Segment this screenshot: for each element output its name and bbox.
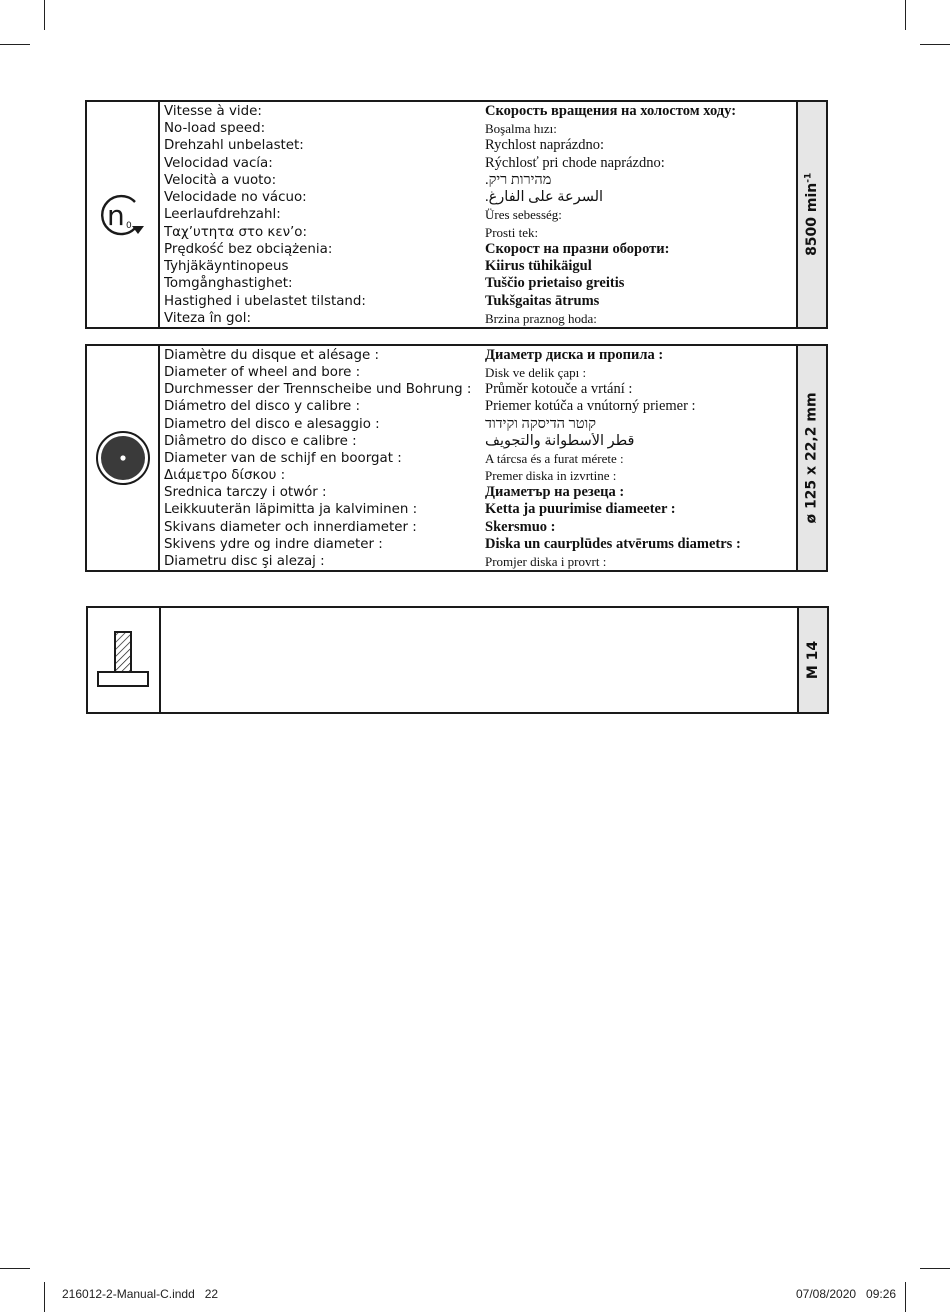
diameter-labels-left	[164, 347, 485, 570]
label-line: Disk ve delik çapı :	[485, 365, 587, 381]
no-load-speed-icon	[95, 190, 151, 240]
label-line: Tuščio prietaiso greitis	[485, 275, 625, 292]
speed-icon-cell	[87, 102, 160, 327]
label-line: Brzina praznog hoda:	[485, 310, 597, 326]
thread-value: M 14	[805, 640, 822, 680]
label-line: Srednica tarczy i otwór :	[164, 485, 327, 501]
label-line: Prędkość bez obciążenia:	[164, 241, 333, 257]
disc-icon-cell	[87, 346, 160, 570]
label-line: السرعة على الفارغ.	[485, 189, 604, 206]
label-line: Priemer kotúča a vnútorný priemer :	[485, 398, 696, 415]
label-line: Diâmetro do disco e calibre :	[164, 433, 357, 449]
label-line: Rýchlosť pri chode naprázdno:	[485, 154, 665, 171]
speed-value-number: 8500 min	[804, 182, 821, 257]
label-line: Diameter of wheel and bore :	[164, 365, 361, 381]
footer-datetime: 07/08/2020 09:26	[796, 1287, 897, 1301]
label-line: Boşalma hızı:	[485, 121, 557, 137]
label-line: قطر الأسطوانة والتجويف	[485, 432, 635, 449]
disc-diameter-table	[85, 344, 828, 572]
label-line: Diameter van de schijf en boorgat :	[164, 450, 402, 466]
crop-mark	[0, 1268, 30, 1269]
speed-labels-left	[164, 103, 485, 327]
crop-mark	[920, 44, 950, 45]
disc-icon	[95, 430, 151, 486]
spindle-thread-icon	[94, 628, 154, 692]
label-line: Průměr kotouče a vrtání :	[485, 381, 633, 398]
label-line: Vitesse à vide:	[164, 104, 262, 119]
label-line: Tyhjäkäyntinopeus	[164, 259, 289, 275]
label-line: Velocidad vacía:	[164, 155, 273, 171]
speed-value-unit-exponent: -1	[803, 172, 814, 183]
diameter-labels-right	[485, 347, 792, 570]
label-line: Üres sebesség:	[485, 207, 562, 223]
label-line: Tomgånghastighet:	[164, 276, 293, 292]
spindle-thread-table	[86, 606, 829, 714]
label-line: Kiirus tühikäigul	[485, 258, 592, 275]
label-line: Диаметър на резеца :	[485, 484, 625, 501]
label-line: Leikkuuterän läpimitta ja kalviminen :	[164, 502, 418, 518]
label-line: Ketta ja puurimise diameeter :	[485, 501, 676, 518]
label-line: Diámetro del disco y calibre :	[164, 399, 361, 415]
speed-icon-symbol: n	[106, 198, 125, 232]
label-line: Diska un caurplūdes atvērums diametrs :	[485, 535, 741, 552]
label-line: Скорость вращения на холостом ходу:	[485, 103, 737, 119]
label-line: No-load speed:	[164, 121, 266, 137]
speed-value-cell	[796, 102, 826, 327]
label-line: Скорост на празни обороти:	[485, 240, 670, 257]
crop-mark	[905, 1282, 906, 1312]
label-line: Promjer diska i provrt :	[485, 553, 607, 569]
speed-labels-right	[485, 103, 792, 327]
label-line: מהירות ריק.	[485, 171, 552, 188]
label-line: Diametro del disco e alesaggio :	[164, 416, 380, 432]
label-line: Premer diska in izvrtine :	[485, 468, 617, 484]
label-line: Diametru disc şi alezaj :	[164, 553, 325, 569]
label-line: A tárcsa és a furat mérete :	[485, 450, 624, 466]
thread-value-cell	[797, 608, 827, 712]
diameter-value-cell	[796, 346, 826, 570]
label-line: Durchmesser der Trennscheibe und Bohrung :	[164, 382, 472, 398]
label-line: קוטר הדיסקה וקידוד	[485, 415, 596, 432]
crop-mark	[44, 1282, 45, 1312]
label-line: Viteza în gol:	[164, 310, 251, 326]
footer-file-info: 216012-2-Manual-C.indd 22	[62, 1287, 219, 1301]
crop-mark	[44, 0, 45, 30]
label-line: Leerlaufdrehzahl:	[164, 207, 281, 223]
thread-icon-cell	[88, 608, 161, 712]
label-line: Skivens ydre og indre diameter :	[164, 536, 383, 552]
label-line: Velocidade no vácuo:	[164, 190, 307, 206]
diameter-value: ø 125 x 22,2 mm	[804, 392, 820, 524]
label-line: Skivans diameter och innerdiameter :	[164, 519, 417, 535]
label-line: Διάμετρο δίσκου :	[164, 468, 286, 484]
label-line: Diamètre du disque et alésage :	[164, 348, 379, 363]
label-line: Skersmuo :	[485, 518, 556, 535]
speed-labels	[160, 102, 796, 327]
label-line: Rychlost naprázdno:	[485, 137, 605, 154]
no-load-speed-table	[85, 100, 828, 329]
label-line: Drehzahl unbelastet:	[164, 138, 304, 154]
diameter-labels	[160, 346, 796, 570]
thread-labels-empty	[161, 608, 797, 712]
crop-mark	[905, 0, 906, 30]
crop-mark	[0, 44, 30, 45]
label-line: Tukšgaitas ātrums	[485, 292, 600, 309]
speed-icon-subscript: 0	[125, 220, 132, 231]
label-line: Velocità a vuoto:	[164, 172, 277, 188]
label-line: Prosti tek:	[485, 224, 539, 240]
label-line: Hastighed i ubelastet tilstand:	[164, 293, 366, 309]
label-line: Ταχ’υτητα στο κεν’ο:	[164, 224, 308, 240]
crop-mark	[920, 1268, 950, 1269]
label-line: Диаметр диска и пропила :	[485, 347, 664, 363]
speed-value	[804, 173, 821, 256]
